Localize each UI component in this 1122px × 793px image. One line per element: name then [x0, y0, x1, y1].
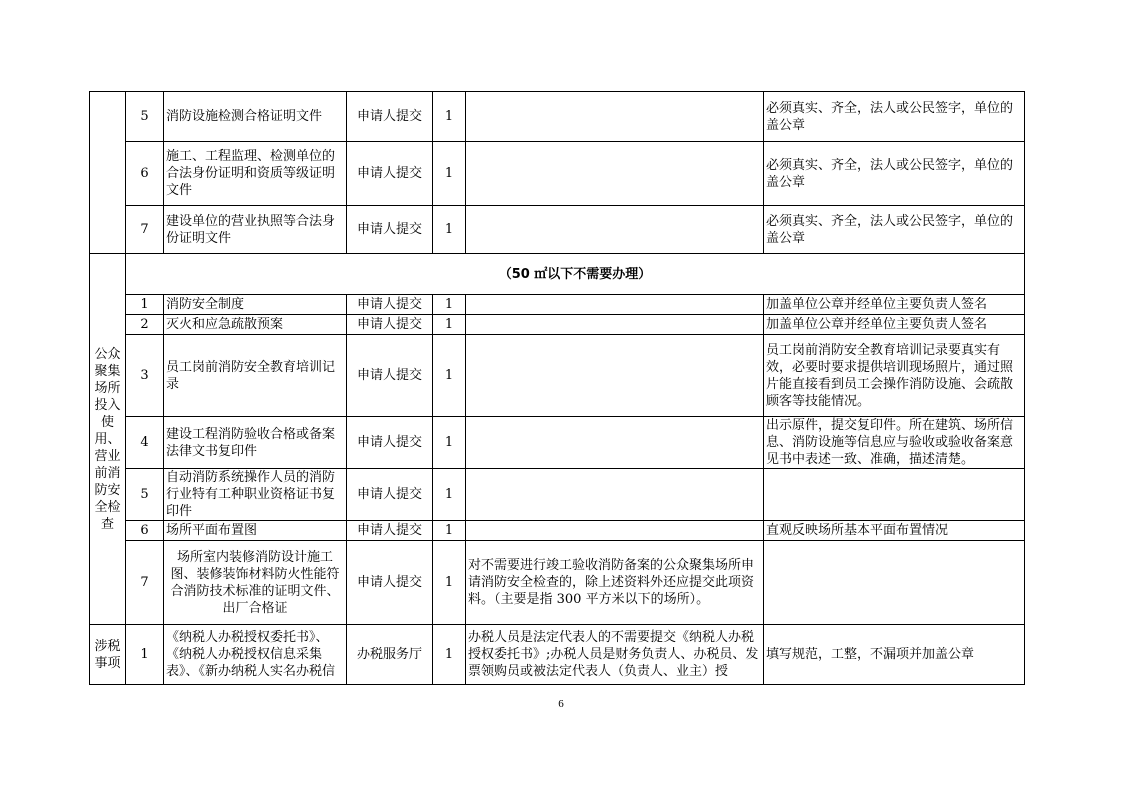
- copy-count: 1: [433, 92, 466, 142]
- category-label: 公众聚集场所投入使用、营业前消防安全检查: [90, 254, 126, 625]
- material-source: 申请人提交: [347, 417, 433, 469]
- notes-cell: 对不需要进行竣工验收消防备案的公众聚集场所申请消防安全检查的，除上述资料外还应提交此项资料。（主要是指 300 平方米以下的场所）。: [466, 541, 764, 625]
- row-number: 7: [126, 206, 164, 254]
- requirement-cell: 必须真实、齐全，法人或公民签字，单位的盖公章: [764, 92, 1025, 142]
- material-name: 建设单位的营业执照等合法身份证明文件: [164, 206, 347, 254]
- material-source: 申请人提交: [347, 142, 433, 206]
- material-source: 申请人提交: [347, 295, 433, 315]
- material-name: 场所室内装修消防设计施工图、装修装饰材料防火性能符合消防技术标准的证明文件、出厂合格证: [164, 541, 347, 625]
- notes-cell: 办税人员是法定代表人的不需要提交《纳税人办税授权委托书》;办税人员是财务负责人、办税员、发票领购员或被法定代表人（负责人、业主）授: [466, 625, 764, 685]
- material-source: 办税服务厅: [347, 625, 433, 685]
- section-heading-row: [90, 254, 1025, 295]
- material-name: 消防设施检测合格证明文件: [164, 92, 347, 142]
- requirement-cell: [764, 469, 1025, 521]
- copy-count: 1: [433, 541, 466, 625]
- material-source: 申请人提交: [347, 335, 433, 417]
- table-row: [90, 142, 1025, 206]
- table-row: [90, 315, 1025, 335]
- requirement-cell: [764, 541, 1025, 625]
- material-name: 员工岗前消防安全教育培训记录: [164, 335, 347, 417]
- copy-count: 1: [433, 142, 466, 206]
- category-cell-continued: [90, 92, 126, 254]
- page-number: 6: [558, 698, 564, 710]
- copy-count: 1: [433, 417, 466, 469]
- row-number: 6: [126, 142, 164, 206]
- material-name: 《纳税人办税授权委托书》、《纳税人办税授权信息采集表》、《新办纳税人实名办税信: [164, 625, 347, 685]
- table-row: [90, 335, 1025, 417]
- category-label: 涉税事项: [90, 625, 126, 685]
- material-source: 申请人提交: [347, 206, 433, 254]
- material-source: 申请人提交: [347, 521, 433, 541]
- material-source: 申请人提交: [347, 92, 433, 142]
- notes-cell: [466, 142, 764, 206]
- row-number: 6: [126, 521, 164, 541]
- notes-cell: [466, 521, 764, 541]
- row-number: 5: [126, 469, 164, 521]
- row-number: 4: [126, 417, 164, 469]
- material-name: 自动消防系统操作人员的消防行业特有工种职业资格证书复印件: [164, 469, 347, 521]
- requirement-cell: 加盖单位公章并经单位主要负责人签名: [764, 295, 1025, 315]
- requirement-cell: 必须真实、齐全，法人或公民签字，单位的盖公章: [764, 206, 1025, 254]
- requirement-cell: 必须真实、齐全，法人或公民签字，单位的盖公章: [764, 142, 1025, 206]
- notes-cell: [466, 315, 764, 335]
- requirement-cell: 填写规范，工整，不漏项并加盖公章: [764, 625, 1025, 685]
- section-heading: （50 ㎡以下不需要办理）: [126, 254, 1025, 295]
- row-number: 1: [126, 625, 164, 685]
- copy-count: 1: [433, 315, 466, 335]
- material-name: 施工、工程监理、检测单位的合法身份证明和资质等级证明文件: [164, 142, 347, 206]
- notes-cell: [466, 295, 764, 315]
- notes-cell: [466, 469, 764, 521]
- copy-count: 1: [433, 469, 466, 521]
- material-source: 申请人提交: [347, 469, 433, 521]
- material-name: 场所平面布置图: [164, 521, 347, 541]
- notes-cell: [466, 92, 764, 142]
- copy-count: 1: [433, 206, 466, 254]
- requirement-cell: 加盖单位公章并经单位主要负责人签名: [764, 315, 1025, 335]
- material-name: 建设工程消防验收合格或备案法律文书复印件: [164, 417, 347, 469]
- copy-count: 1: [433, 521, 466, 541]
- requirement-cell: 直观反映场所基本平面布置情况: [764, 521, 1025, 541]
- copy-count: 1: [433, 625, 466, 685]
- material-name: 消防安全制度: [164, 295, 347, 315]
- table-row: [90, 92, 1025, 142]
- material-source: 申请人提交: [347, 541, 433, 625]
- table-row: [90, 295, 1025, 315]
- row-number: 3: [126, 335, 164, 417]
- table-row: [90, 469, 1025, 521]
- notes-cell: [466, 417, 764, 469]
- notes-cell: [466, 335, 764, 417]
- table-row: [90, 521, 1025, 541]
- row-number: 2: [126, 315, 164, 335]
- material-source: 申请人提交: [347, 315, 433, 335]
- notes-cell: [466, 206, 764, 254]
- row-number: 5: [126, 92, 164, 142]
- table-row: [90, 541, 1025, 625]
- row-number: 7: [126, 541, 164, 625]
- table-row: [90, 417, 1025, 469]
- row-number: 1: [126, 295, 164, 315]
- copy-count: 1: [433, 295, 466, 315]
- requirement-cell: 出示原件，提交复印件。所在建筑、场所信息、消防设施等信息应与验收或验收备案意见书中表述一致、准确，描述清楚。: [764, 417, 1025, 469]
- materials-table: [89, 91, 1025, 685]
- requirement-cell: 员工岗前消防安全教育培训记录要真实有效，必要时要求提供培训现场照片，通过照片能直接看到员工会操作消防设施、会疏散顾客等技能情况。: [764, 335, 1025, 417]
- material-name: 灭火和应急疏散预案: [164, 315, 347, 335]
- copy-count: 1: [433, 335, 466, 417]
- table-row: [90, 206, 1025, 254]
- table-row: [90, 625, 1025, 685]
